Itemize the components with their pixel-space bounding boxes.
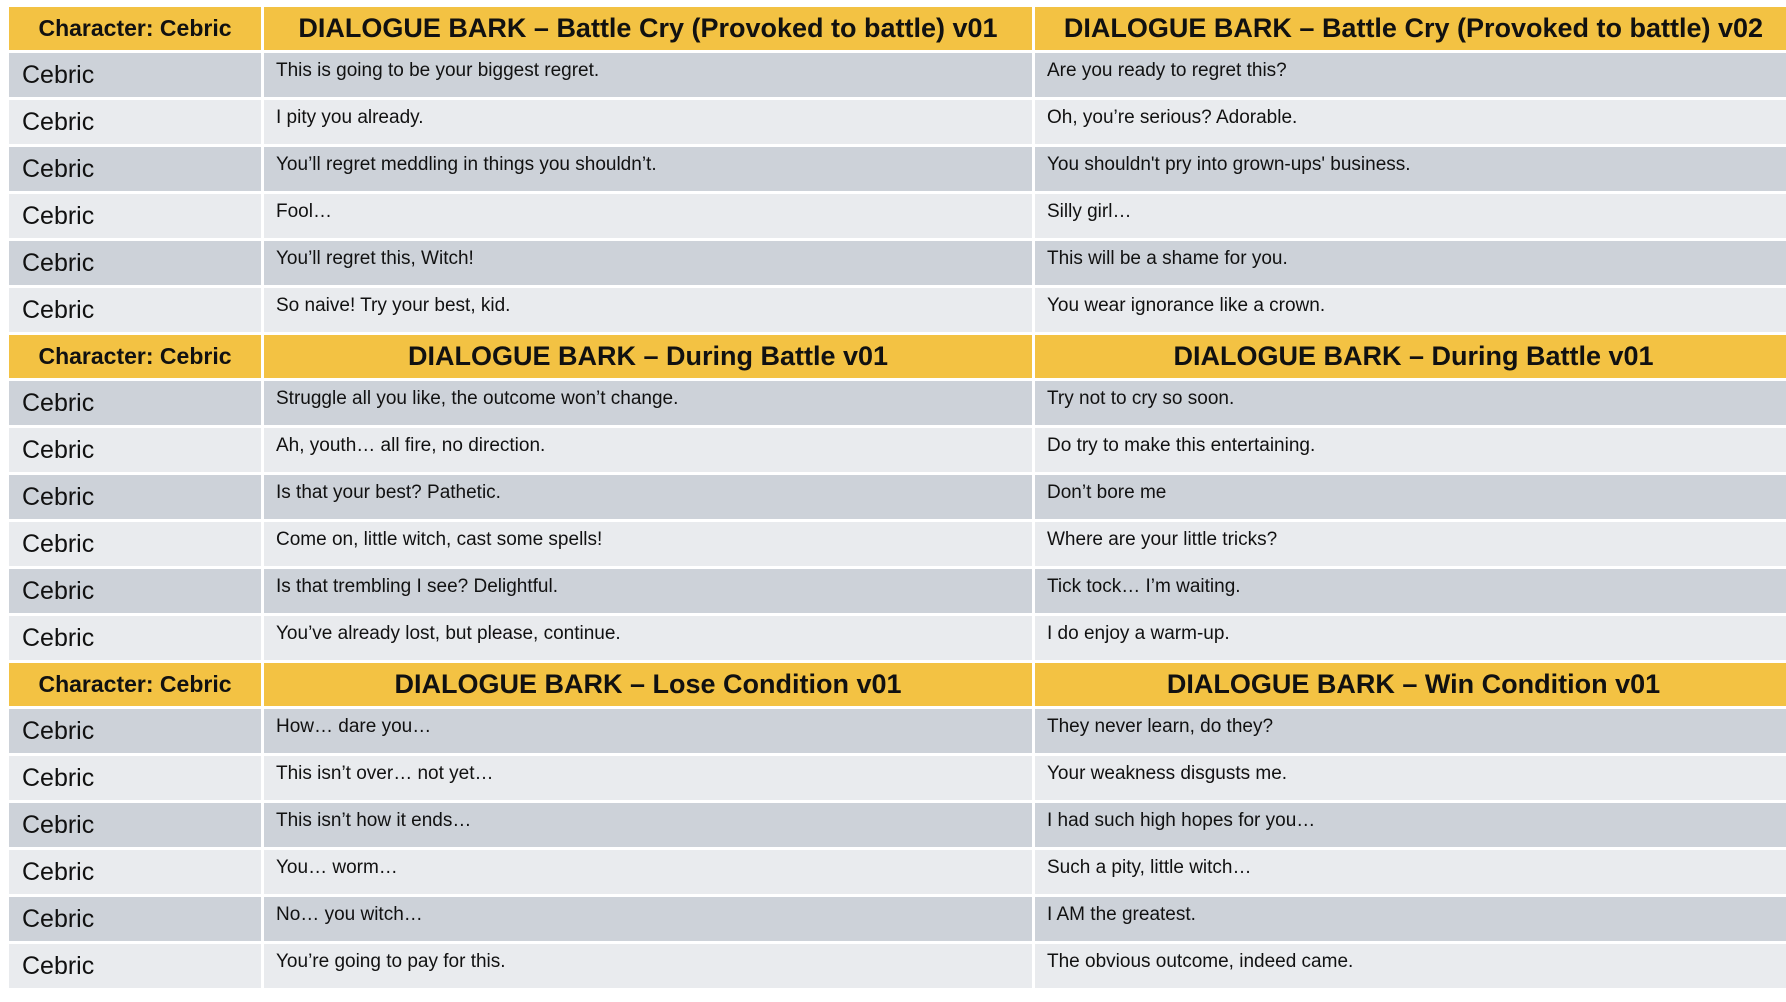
- table-row: [9, 475, 1786, 519]
- dialogue-line-variant-1: Come on, little witch, cast some spells!: [264, 522, 1032, 566]
- table-row: [9, 944, 1786, 988]
- dialogue-line-variant-2: Tick tock… I’m waiting.: [1035, 569, 1786, 613]
- speaker-cell: Cebric: [9, 803, 261, 847]
- column-title-variant-1: DIALOGUE BARK – During Battle v01: [264, 335, 1032, 378]
- dialogue-line-variant-2: You wear ignorance like a crown.: [1035, 288, 1786, 332]
- dialogue-line-variant-2: I AM the greatest.: [1035, 897, 1786, 941]
- speaker-cell: Cebric: [9, 850, 261, 894]
- speaker-cell: Cebric: [9, 288, 261, 332]
- table-row: [9, 850, 1786, 894]
- character-label: Character: Cebric: [9, 335, 261, 378]
- dialogue-line-variant-1: Struggle all you like, the outcome won’t change.: [264, 381, 1032, 425]
- dialogue-line-variant-1: Ah, youth… all fire, no direction.: [264, 428, 1032, 472]
- dialogue-line-variant-1: Fool…: [264, 194, 1032, 238]
- character-label: Character: Cebric: [9, 663, 261, 706]
- dialogue-line-variant-2: Try not to cry so soon.: [1035, 381, 1786, 425]
- table-row: [9, 756, 1786, 800]
- dialogue-line-variant-2: The obvious outcome, indeed came.: [1035, 944, 1786, 988]
- dialogue-line-variant-2: Such a pity, little witch…: [1035, 850, 1786, 894]
- dialogue-line-variant-1: You’ll regret meddling in things you shouldn’t.: [264, 147, 1032, 191]
- table-row: [9, 53, 1786, 97]
- speaker-cell: Cebric: [9, 194, 261, 238]
- dialogue-line-variant-2: You shouldn't pry into grown-ups' business.: [1035, 147, 1786, 191]
- table-row: [9, 709, 1786, 753]
- section-header-row: [9, 7, 1786, 50]
- dialogue-line-variant-1: Is that trembling I see? Delightful.: [264, 569, 1032, 613]
- speaker-cell: Cebric: [9, 944, 261, 988]
- dialogue-line-variant-2: Where are your little tricks?: [1035, 522, 1786, 566]
- column-title-variant-2: DIALOGUE BARK – Battle Cry (Provoked to battle) v02: [1035, 7, 1786, 50]
- table-row: [9, 616, 1786, 660]
- table-row: [9, 381, 1786, 425]
- column-title-variant-1: DIALOGUE BARK – Lose Condition v01: [264, 663, 1032, 706]
- dialogue-line-variant-2: Your weakness disgusts me.: [1035, 756, 1786, 800]
- table-row: [9, 897, 1786, 941]
- dialogue-line-variant-1: You… worm…: [264, 850, 1032, 894]
- dialogue-line-variant-2: Silly girl…: [1035, 194, 1786, 238]
- dialogue-line-variant-2: This will be a shame for you.: [1035, 241, 1786, 285]
- dialogue-line-variant-1: You’re going to pay for this.: [264, 944, 1032, 988]
- dialogue-line-variant-1: No… you witch…: [264, 897, 1032, 941]
- dialogue-line-variant-1: You’ll regret this, Witch!: [264, 241, 1032, 285]
- character-label: Character: Cebric: [9, 7, 261, 50]
- speaker-cell: Cebric: [9, 522, 261, 566]
- table-row: [9, 569, 1786, 613]
- speaker-cell: Cebric: [9, 381, 261, 425]
- speaker-cell: Cebric: [9, 756, 261, 800]
- table-row: [9, 147, 1786, 191]
- dialogue-line-variant-2: Don’t bore me: [1035, 475, 1786, 519]
- speaker-cell: Cebric: [9, 428, 261, 472]
- dialogue-line-variant-2: I had such high hopes for you…: [1035, 803, 1786, 847]
- table-row: [9, 194, 1786, 238]
- table-row: [9, 241, 1786, 285]
- dialogue-line-variant-2: I do enjoy a warm-up.: [1035, 616, 1786, 660]
- dialogue-section: [9, 335, 1786, 660]
- table-row: [9, 522, 1786, 566]
- dialogue-line-variant-1: How… dare you…: [264, 709, 1032, 753]
- speaker-cell: Cebric: [9, 569, 261, 613]
- column-title-variant-2: DIALOGUE BARK – During Battle v01: [1035, 335, 1786, 378]
- speaker-cell: Cebric: [9, 147, 261, 191]
- dialogue-line-variant-2: They never learn, do they?: [1035, 709, 1786, 753]
- speaker-cell: Cebric: [9, 897, 261, 941]
- dialogue-section: [9, 7, 1786, 332]
- speaker-cell: Cebric: [9, 616, 261, 660]
- dialogue-line-variant-1: This isn’t over… not yet…: [264, 756, 1032, 800]
- dialogue-line-variant-1: You’ve already lost, but please, continue.: [264, 616, 1032, 660]
- dialogue-line-variant-1: So naive! Try your best, kid.: [264, 288, 1032, 332]
- table-row: [9, 288, 1786, 332]
- column-title-variant-2: DIALOGUE BARK – Win Condition v01: [1035, 663, 1786, 706]
- dialogue-line-variant-1: This is going to be your biggest regret.: [264, 53, 1032, 97]
- dialogue-line-variant-2: Oh, you’re serious? Adorable.: [1035, 100, 1786, 144]
- speaker-cell: Cebric: [9, 53, 261, 97]
- dialogue-line-variant-1: Is that your best? Pathetic.: [264, 475, 1032, 519]
- column-title-variant-1: DIALOGUE BARK – Battle Cry (Provoked to battle) v01: [264, 7, 1032, 50]
- table-row: [9, 803, 1786, 847]
- dialogue-bark-sheet: [9, 7, 1786, 991]
- table-row: [9, 100, 1786, 144]
- speaker-cell: Cebric: [9, 100, 261, 144]
- dialogue-section: [9, 663, 1786, 988]
- section-header-row: [9, 335, 1786, 378]
- dialogue-line-variant-1: This isn’t how it ends…: [264, 803, 1032, 847]
- speaker-cell: Cebric: [9, 475, 261, 519]
- dialogue-line-variant-2: Do try to make this entertaining.: [1035, 428, 1786, 472]
- dialogue-line-variant-1: I pity you already.: [264, 100, 1032, 144]
- speaker-cell: Cebric: [9, 241, 261, 285]
- dialogue-line-variant-2: Are you ready to regret this?: [1035, 53, 1786, 97]
- table-row: [9, 428, 1786, 472]
- section-header-row: [9, 663, 1786, 706]
- speaker-cell: Cebric: [9, 709, 261, 753]
